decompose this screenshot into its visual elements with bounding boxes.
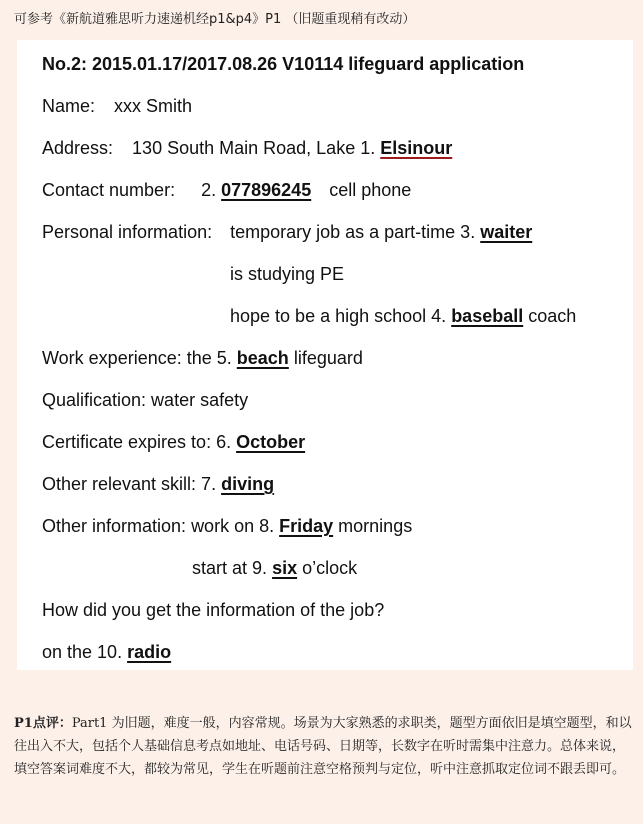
start-prefix: start at 9. — [192, 558, 268, 578]
other-row — [42, 515, 412, 537]
other-suffix: mornings — [338, 516, 413, 536]
top-note: 可参考《新航道雅思听力速递机经p1&p4》P1 （旧题重现稍有改动） — [14, 12, 416, 27]
work-prefix: Work experience: the 5. — [42, 348, 232, 368]
start-row — [192, 557, 357, 579]
answer-5: beach — [236, 348, 289, 368]
contact-label: Contact number: — [42, 180, 176, 200]
address-row — [42, 137, 452, 159]
answer-1: Elsinour — [380, 138, 453, 158]
cert-prefix: Certificate expires to: 6. — [42, 432, 232, 452]
name-value: xxx Smith — [114, 96, 193, 116]
answer-4: baseball — [451, 306, 524, 326]
answer-2: 077896245 — [221, 180, 312, 200]
work-suffix: lifeguard — [293, 348, 363, 368]
skill-row — [42, 473, 274, 495]
contact-row — [42, 179, 411, 201]
radio-row — [42, 641, 171, 663]
answer-8: Friday — [279, 516, 334, 536]
answer-6: October — [236, 432, 306, 452]
hope-suffix: coach — [528, 306, 577, 326]
radio-prefix: on the 10. — [42, 642, 123, 662]
personal-label: Personal information: — [42, 222, 213, 242]
name-row — [42, 95, 192, 117]
qualification-row: Qualification: water safety — [42, 390, 249, 410]
contact-suffix: cell phone — [329, 180, 412, 200]
comment-text: Part1 为旧题，难度一般，内容常规。场景为大家熟悉的求职类，题型方面依旧是填空题型，和以往出入不大，包括个人基础信息考点如地址、电话号码、日期等，长数字在听时需集中注意力。总体来说，填空答案词难度不大，都较为常见，学生在听题前注意空格预判与定位，听中注意抓取定位词不跟丢即可。 — [14, 716, 632, 777]
answer-3: waiter — [480, 222, 533, 242]
cert-row — [42, 431, 305, 453]
name-label: Name: — [42, 96, 96, 116]
comment-paragraph — [14, 712, 632, 781]
form-title: No.2: 2015.01.17/2017.08.26 V10114 lifeguard application — [42, 54, 525, 74]
address-value: 130 South Main Road, Lake 1. — [132, 138, 376, 158]
answer-9: six — [272, 558, 298, 578]
other-prefix: Other information: work on 8. — [42, 516, 275, 536]
answer-7: diving — [221, 474, 275, 494]
hope-prefix: hope to be a high school 4. — [230, 306, 447, 326]
studying-row: is studying PE — [230, 264, 345, 284]
contact-num: 2. — [201, 180, 217, 200]
hope-row — [230, 305, 576, 327]
answer-10: radio — [127, 642, 172, 662]
address-label: Address: — [42, 138, 114, 158]
work-row — [42, 347, 363, 369]
question-row: How did you get the information of the job? — [42, 600, 385, 620]
skill-prefix: Other relevant skill: 7. — [42, 474, 217, 494]
start-suffix: o’clock — [302, 558, 358, 578]
personal-row — [42, 221, 532, 243]
form-card — [17, 40, 633, 670]
comment-label: P1点评： — [14, 716, 72, 731]
personal-value: temporary job as a part-time 3. — [230, 222, 476, 242]
